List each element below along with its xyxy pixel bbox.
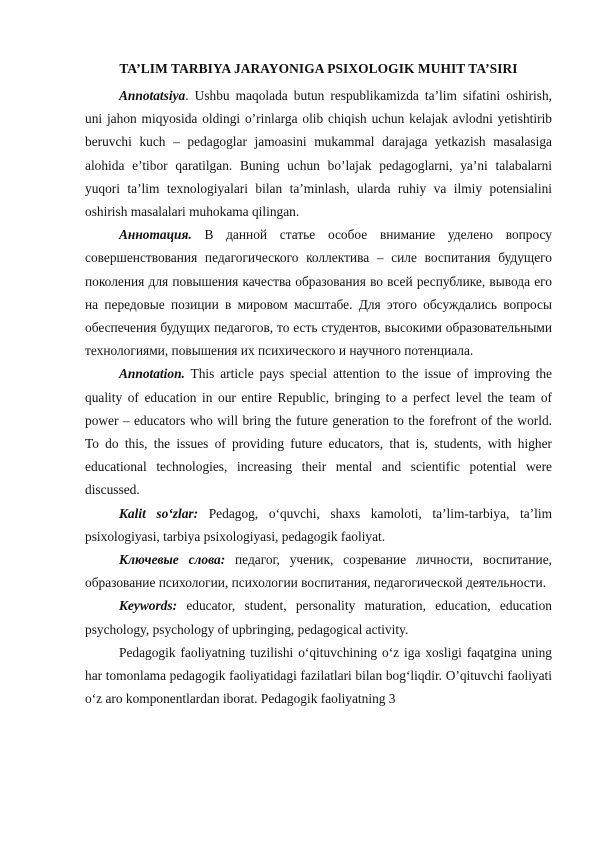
- body-paragraph-text: Pedagogik faoliyatning tuzilishi o‘qituvchining o‘z iga xosligi faqatgina uning har tomonlama pedagogik faoliyatidagi fazilatlari bilan bog‘liqdir. O’qituvchi faoliyati o‘z aro komponentlardan iborat. Pedagogik faoliyatning 3: [85, 644, 552, 707]
- abstract-uzbek-text: . Ushbu maqolada butun respublikamizda ta’lim sifatini oshirish, uni jahon miqyosida oldingi o’rinlarga olib chiqish uchun kelajak avlodni yetishtirib beruvchi kuch – pedagoglar jamoasini mukammal darajaga yetkazish masalasiga alohida e’tibor qaratilgan. Buning uchun bo’lajak pedagoglarni, ya’ni talabalarni yuqori ta’lim texnologiyalari bilan ta’minlash, ularda ruhiy va ilmiy potensialini oshirish masalalari muhokama qilingan.: [85, 88, 552, 220]
- abstract-uzbek-heading: Annotatsiya: [119, 88, 186, 103]
- article-title: TA’LIM TARBIYA JARAYONIGA PSIXOLOGIK MUHIT TA’SIRI: [119, 61, 518, 76]
- abstract-russian: [85, 223, 552, 362]
- abstract-uzbek: [85, 84, 552, 223]
- keywords-russian: [85, 548, 552, 594]
- document-page: [85, 60, 552, 710]
- abstract-english-text: This article pays special attention to the issue of improving the quality of education in our entire Republic, bringing to a perfect level the team of power – educators who will bring the future generation to the forefront of the world. To do this, the issues of providing future educators, that is, students, with higher educational technologies, increasing their mental and scientific potential were discussed.: [85, 366, 552, 498]
- keywords-uzbek-text: Pedagog, o‘quvchi, shaxs kamoloti, ta’lim-tarbiya, ta’lim psixologiyasi, tarbiya psixologiyasi, pedagogik faoliyat.: [85, 505, 552, 544]
- keywords-english-text: educator, student, personality maturation, education, education psychology, psychology of upbringing, pedagogical activity.: [85, 598, 552, 637]
- body-paragraph: [85, 641, 552, 711]
- abstract-russian-text: В данной статье особое внимание уделено вопросу совершенствования педагогического коллектива – силе воспитания будущего поколения для повышения качества образования во всей республике, вывода его на передовые позиции в мировом масштабе. Для этого обсуждались вопросы обеспечения будущих педагогов, то есть студентов, высокими образовательными технологиями, повышения их психического и научного потенциала.: [85, 227, 552, 359]
- abstract-english: [85, 362, 552, 501]
- abstract-russian-heading: Аннотация.: [119, 227, 192, 243]
- abstract-english-heading: Annotation.: [119, 366, 185, 382]
- keywords-english-heading: Keywords:: [119, 598, 178, 614]
- keywords-russian-heading: Ключевые слова:: [119, 552, 226, 568]
- keywords-english: [85, 594, 552, 640]
- keywords-uzbek: [85, 502, 552, 548]
- keywords-russian-text: педагог, ученик, созревание личности, воспитание, образование психологии, психологии воспитания, педагогической деятельности.: [85, 552, 552, 591]
- keywords-uzbek-heading: Kalit so‘zlar:: [119, 505, 199, 521]
